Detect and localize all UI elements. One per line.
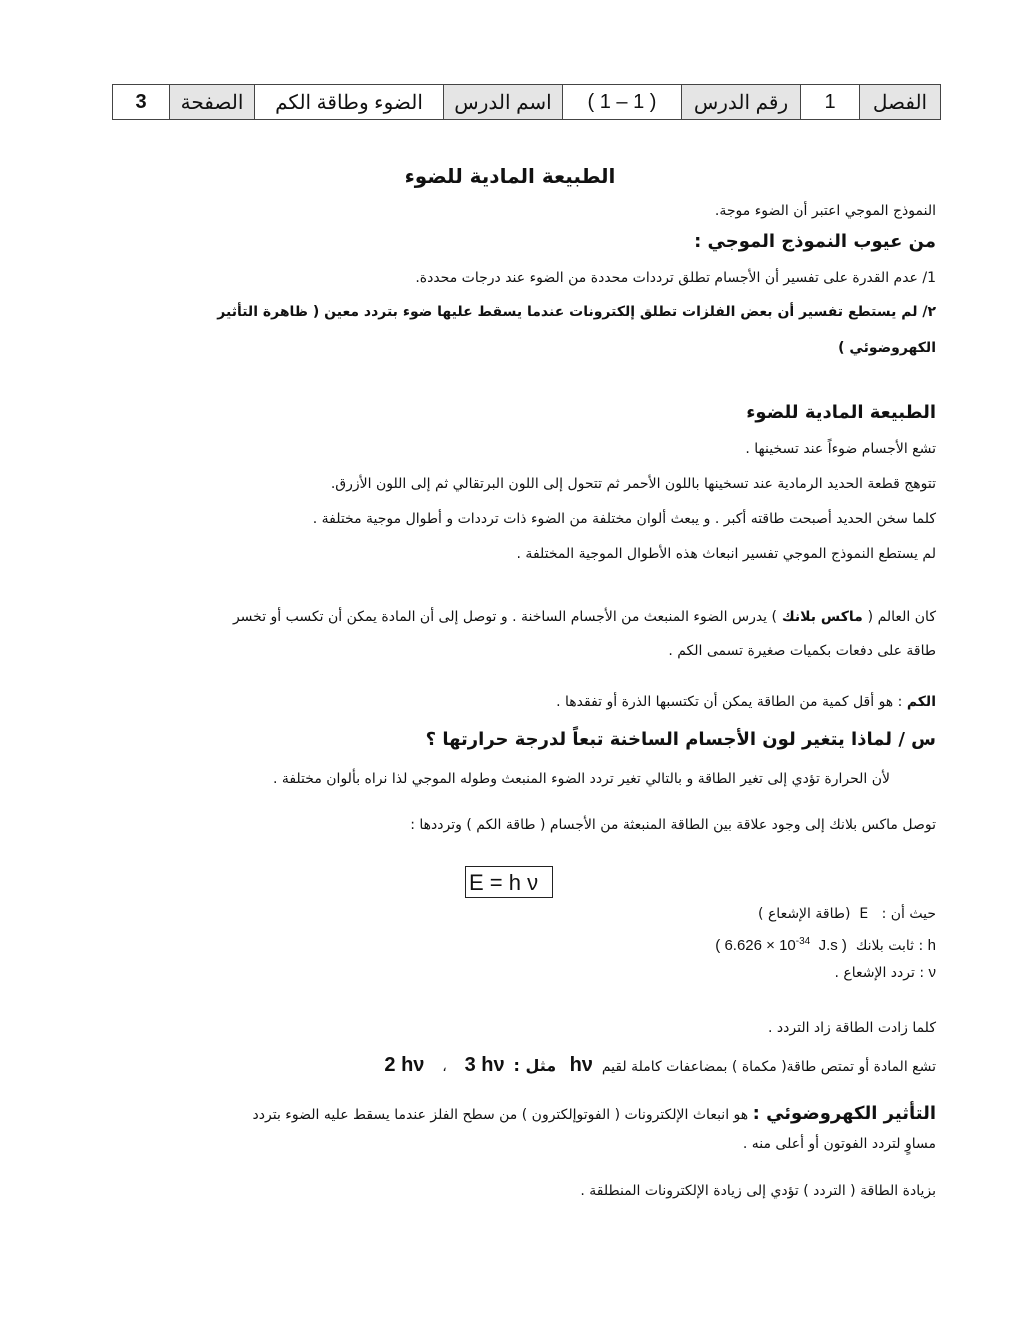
material-nature-p4: لم يستطع النموذج الموجي تفسير انبعاث هذه الأطوال الموجية المختلفة . — [516, 546, 936, 562]
formula-h-line — [76, 932, 936, 956]
planck-constant-value — [715, 937, 847, 954]
lesson-name-value: الضوء وطاقة الكم — [255, 85, 444, 120]
material-nature-p3: كلما سخن الحديد أصبحت طاقته أكبر . و يبعث ألوان مختلفة من الضوء ذات ترددات و أطوال موجية مختلفة . — [312, 511, 936, 527]
hv3-value: 3 hν — [464, 1054, 505, 1076]
lesson-number-value: ( 1 – 1 ) — [563, 85, 682, 120]
example-separator: ، — [442, 1059, 447, 1075]
planck-equation-box: E = h ν — [465, 866, 553, 898]
example-label: مثل : — [513, 1056, 557, 1075]
nu-symbol: ν — [928, 964, 936, 981]
lesson-name-label: اسم الدرس — [444, 85, 563, 120]
e-description: (طاقة الإشعاع ) — [758, 906, 851, 922]
hv-value: hν — [569, 1054, 593, 1076]
lesson-header-table — [112, 84, 941, 120]
quantized-emission-line — [76, 1052, 936, 1080]
material-nature-heading: الطبيعة المادية للضوء — [746, 402, 936, 423]
material-nature-p1: تشع الأجسام ضوءاً عند تسخينها . — [745, 441, 936, 457]
h-description: : ثابت بلانك — [855, 938, 924, 954]
planck-line-1-end: ) يدرس الضوء المنبعث من الأجسام الساخنة . و توصل إلى أن المادة يمكن أن تكسب أو تخسر — [232, 609, 777, 625]
wave-model-intro: النموذج الموجي اعتبر أن الضوء موجة. — [714, 203, 936, 219]
chapter-value: 1 — [801, 85, 860, 120]
planck-paragraph-line-2: طاقة على دفعات بكميات صغيرة تسمى الكم . — [668, 643, 936, 659]
chapter-label: الفصل — [860, 85, 941, 120]
planck-line-1-start: كان العالم ( — [867, 609, 936, 625]
h-value-exponent: -34 — [795, 936, 811, 947]
e-symbol: E — [859, 906, 869, 922]
formula-v-line — [76, 963, 936, 983]
page-number: 3 — [113, 85, 170, 120]
material-nature-p2: تتوهج قطعة الحديد الرمادية عند تسخينها باللون الأحمر ثم تتحول إلى اللون البرتقالي ثم إلى اللون الأزرق. — [330, 476, 936, 492]
quantum-definition — [76, 692, 936, 712]
photoelectric-heading: التأثير الكهروضوئي : — [752, 1103, 936, 1124]
energy-frequency-note: كلما زادت الطاقة زاد التردد . — [768, 1020, 936, 1036]
h-value-close: J.s ) — [818, 937, 847, 954]
wave-model-flaw-2-line-1: ٢/ لم يستطع تفسير أن بعض الفلزات تطلق إلكترونات عندما يسقط عليها ضوء بتردد معين ( ظاهرة التأثير — [217, 304, 936, 320]
wave-model-flaw-1: 1/ عدم القدرة على تفسير أن الأجسام تطلق ترددات محددة من الضوء عند درجات محددة. — [415, 270, 936, 286]
planck-name: ماكس بلانك — [776, 609, 868, 625]
formula-e-line — [76, 904, 936, 924]
wave-model-flaw-2-line-2: الكهروضوئي ) — [838, 340, 936, 356]
lesson-number-label: رقم الدرس — [682, 85, 801, 120]
nu-description: : تردد الإشعاع . — [834, 965, 925, 981]
planck-relation: توصل ماكس بلانك إلى وجود علاقة بين الطاقة المنبعثة من الأجسام ( طاقة الكم ) وترددها : — [410, 817, 936, 833]
photoelectric-definition-line-2: مساوٍ لتردد الفوتون أو أعلى منه . — [742, 1136, 936, 1152]
photoelectric-def-line-1: هو انبعاث الإلكترونات ( الفوتوإلكترون ) من سطح الفلز عندما يسقط عليه الضوء بتردد — [252, 1107, 753, 1123]
quantum-def-text: : هو أقل كمية من الطاقة يمكن أن تكتسبها الذرة أو تفقدها . — [556, 694, 907, 710]
planck-paragraph-line-1 — [76, 607, 936, 627]
answer: لأن الحرارة تؤدي إلى تغير الطاقة و بالتالي تغير تردد الضوء المنبعث وطوله الموجي لذا نراه بألوان مختلفة . — [272, 771, 890, 787]
photoelectric-note: بزيادة الطاقة ( التردد ) تؤدي إلى زيادة الإلكترونات المنطلقة . — [580, 1183, 936, 1199]
where-label: حيث أن : — [881, 906, 936, 922]
emission-text: تشع المادة أو تمتص طاقة( مكماة ) بمضاعفات كاملة لقيم — [601, 1059, 936, 1075]
page-label: الصفحة — [170, 85, 255, 120]
hv2-value: 2 hν — [384, 1054, 425, 1076]
photoelectric-definition-line-1 — [76, 1102, 936, 1127]
quantum-label: الكم — [906, 694, 936, 710]
wave-model-flaws-heading: من عيوب النموذج الموجي : — [694, 231, 936, 252]
page-title: الطبيعة المادية للضوء — [404, 164, 616, 188]
h-value-open: ( 6.626 × 10 — [715, 937, 796, 954]
h-symbol: h — [927, 937, 936, 954]
question: س / لماذا يتغير لون الأجسام الساخنة تبعاً لدرجة حرارتها ؟ — [425, 729, 936, 750]
